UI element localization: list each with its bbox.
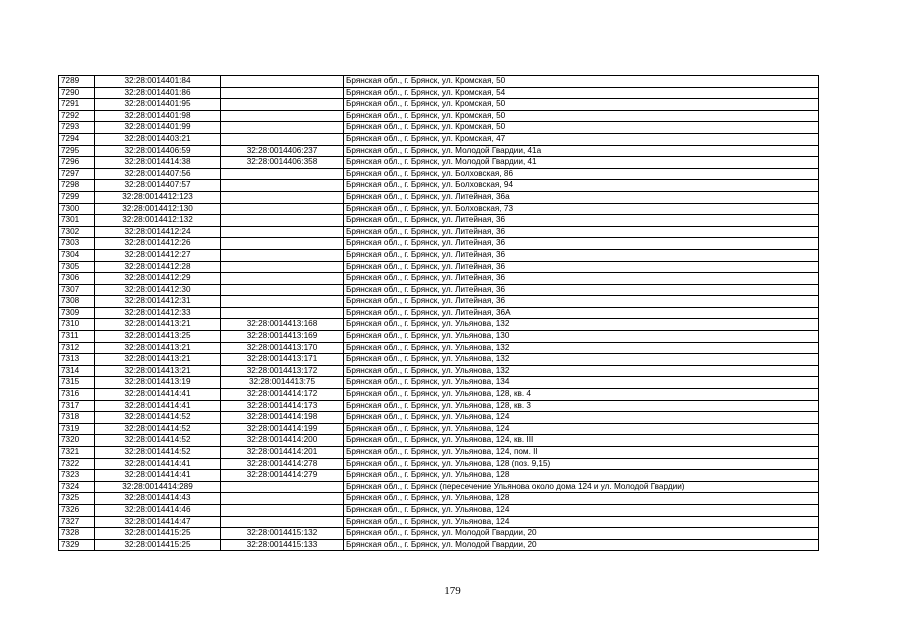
table-row xyxy=(59,203,819,215)
cadastral-number-cell: 32:28:0014413:21 xyxy=(95,342,221,354)
row-number-cell: 7325 xyxy=(59,493,95,505)
previous-number-cell: 32:28:0014406:358 xyxy=(221,157,344,169)
cadastral-number-cell: 32:28:0014414:41 xyxy=(95,458,221,470)
previous-number-cell: 32:28:0014414:278 xyxy=(221,458,344,470)
table-row xyxy=(59,226,819,238)
address-cell: Брянская обл., г. Брянск, ул. Кромская, 47 xyxy=(344,133,819,145)
table-row xyxy=(59,493,819,505)
cadastral-number-cell: 32:28:0014414:41 xyxy=(95,400,221,412)
cadastral-number-cell: 32:28:0014401:86 xyxy=(95,87,221,99)
address-cell: Брянская обл., г. Брянск, ул. Литейная, 36а xyxy=(344,191,819,203)
row-number-cell: 7301 xyxy=(59,215,95,227)
row-number-cell: 7322 xyxy=(59,458,95,470)
cadastral-number-cell: 32:28:0014412:24 xyxy=(95,226,221,238)
cadastral-number-cell: 32:28:0014406:59 xyxy=(95,145,221,157)
address-cell: Брянская обл., г. Брянск (пересечение Ульянова около дома 124 и ул. Молодой Гвардии) xyxy=(344,481,819,493)
previous-number-cell xyxy=(221,273,344,285)
table-row xyxy=(59,168,819,180)
table-row xyxy=(59,273,819,285)
table-row xyxy=(59,354,819,366)
cadastral-number-cell: 32:28:0014401:84 xyxy=(95,76,221,88)
row-number-cell: 7308 xyxy=(59,296,95,308)
address-cell: Брянская обл., г. Брянск, ул. Ульянова, 128, кв. 4 xyxy=(344,389,819,401)
address-cell: Брянская обл., г. Брянск, ул. Ульянова, 134 xyxy=(344,377,819,389)
previous-number-cell xyxy=(221,249,344,261)
table-row xyxy=(59,365,819,377)
row-number-cell: 7315 xyxy=(59,377,95,389)
address-cell: Брянская обл., г. Брянск, ул. Ульянова, 124 xyxy=(344,504,819,516)
row-number-cell: 7329 xyxy=(59,539,95,551)
cadastral-number-cell: 32:28:0014414:38 xyxy=(95,157,221,169)
row-number-cell: 7298 xyxy=(59,180,95,192)
previous-number-cell: 32:28:0014413:171 xyxy=(221,354,344,366)
cadastral-number-cell: 32:28:0014412:26 xyxy=(95,238,221,250)
table-row xyxy=(59,412,819,424)
previous-number-cell: 32:28:0014414:279 xyxy=(221,470,344,482)
table-row xyxy=(59,516,819,528)
address-cell: Брянская обл., г. Брянск, ул. Болховская, 86 xyxy=(344,168,819,180)
previous-number-cell xyxy=(221,238,344,250)
row-number-cell: 7303 xyxy=(59,238,95,250)
table-row xyxy=(59,481,819,493)
address-cell: Брянская обл., г. Брянск, ул. Ульянова, 132 xyxy=(344,354,819,366)
cadastral-number-cell: 32:28:0014414:289 xyxy=(95,481,221,493)
table-row xyxy=(59,180,819,192)
cadastral-number-cell: 32:28:0014412:31 xyxy=(95,296,221,308)
address-cell: Брянская обл., г. Брянск, ул. Болховская, 94 xyxy=(344,180,819,192)
previous-number-cell: 32:28:0014415:132 xyxy=(221,528,344,540)
address-cell: Брянская обл., г. Брянск, ул. Ульянова, 124, пом. II xyxy=(344,447,819,459)
previous-number-cell xyxy=(221,203,344,215)
table-row xyxy=(59,133,819,145)
cadastral-number-cell: 32:28:0014415:25 xyxy=(95,528,221,540)
cadastral-number-cell: 32:28:0014412:130 xyxy=(95,203,221,215)
address-cell: Брянская обл., г. Брянск, ул. Литейная, 36 xyxy=(344,273,819,285)
previous-number-cell xyxy=(221,307,344,319)
cadastral-number-cell: 32:28:0014407:56 xyxy=(95,168,221,180)
previous-number-cell xyxy=(221,504,344,516)
cadastral-number-cell: 32:28:0014414:52 xyxy=(95,412,221,424)
address-cell: Брянская обл., г. Брянск, ул. Литейная, 36 xyxy=(344,249,819,261)
cadastral-number-cell: 32:28:0014413:21 xyxy=(95,319,221,331)
address-cell: Брянская обл., г. Брянск, ул. Литейная, 36 xyxy=(344,296,819,308)
previous-number-cell: 32:28:0014414:199 xyxy=(221,423,344,435)
row-number-cell: 7311 xyxy=(59,331,95,343)
row-number-cell: 7319 xyxy=(59,423,95,435)
previous-number-cell xyxy=(221,122,344,134)
address-cell: Брянская обл., г. Брянск, ул. Ульянова, 128 (поз. 9,15) xyxy=(344,458,819,470)
row-number-cell: 7297 xyxy=(59,168,95,180)
row-number-cell: 7310 xyxy=(59,319,95,331)
table-row xyxy=(59,87,819,99)
previous-number-cell xyxy=(221,215,344,227)
address-cell: Брянская обл., г. Брянск, ул. Литейная, 36 xyxy=(344,261,819,273)
table-row xyxy=(59,249,819,261)
previous-number-cell xyxy=(221,99,344,111)
address-cell: Брянская обл., г. Брянск, ул. Ульянова, 132 xyxy=(344,319,819,331)
cadastral-number-cell: 32:28:0014412:123 xyxy=(95,191,221,203)
cadastral-number-cell: 32:28:0014414:43 xyxy=(95,493,221,505)
cadastral-number-cell: 32:28:0014414:47 xyxy=(95,516,221,528)
registry-table xyxy=(58,75,819,551)
address-cell: Брянская обл., г. Брянск, ул. Кромская, 54 xyxy=(344,87,819,99)
row-number-cell: 7327 xyxy=(59,516,95,528)
table-row xyxy=(59,447,819,459)
previous-number-cell xyxy=(221,226,344,238)
cadastral-number-cell: 32:28:0014412:132 xyxy=(95,215,221,227)
previous-number-cell: 32:28:0014406:237 xyxy=(221,145,344,157)
address-cell: Брянская обл., г. Брянск, ул. Молодой Гвардии, 41 xyxy=(344,157,819,169)
cadastral-number-cell: 32:28:0014414:52 xyxy=(95,423,221,435)
table-row xyxy=(59,145,819,157)
previous-number-cell: 32:28:0014415:133 xyxy=(221,539,344,551)
address-cell: Брянская обл., г. Брянск, ул. Кромская, 50 xyxy=(344,99,819,111)
cadastral-number-cell: 32:28:0014414:52 xyxy=(95,447,221,459)
table-row xyxy=(59,435,819,447)
table-row xyxy=(59,458,819,470)
row-number-cell: 7321 xyxy=(59,447,95,459)
table-row xyxy=(59,191,819,203)
previous-number-cell xyxy=(221,76,344,88)
address-cell: Брянская обл., г. Брянск, ул. Ульянова, 124 xyxy=(344,516,819,528)
row-number-cell: 7294 xyxy=(59,133,95,145)
previous-number-cell xyxy=(221,493,344,505)
table-row xyxy=(59,157,819,169)
previous-number-cell xyxy=(221,191,344,203)
previous-number-cell xyxy=(221,261,344,273)
cadastral-number-cell: 32:28:0014414:52 xyxy=(95,435,221,447)
previous-number-cell xyxy=(221,296,344,308)
row-number-cell: 7299 xyxy=(59,191,95,203)
row-number-cell: 7304 xyxy=(59,249,95,261)
row-number-cell: 7300 xyxy=(59,203,95,215)
address-cell: Брянская обл., г. Брянск, ул. Литейная, 36 xyxy=(344,284,819,296)
row-number-cell: 7296 xyxy=(59,157,95,169)
previous-number-cell: 32:28:0014414:200 xyxy=(221,435,344,447)
table-row xyxy=(59,284,819,296)
previous-number-cell: 32:28:0014414:173 xyxy=(221,400,344,412)
address-cell: Брянская обл., г. Брянск, ул. Ульянова, 124, кв. III xyxy=(344,435,819,447)
table-row xyxy=(59,296,819,308)
row-number-cell: 7306 xyxy=(59,273,95,285)
previous-number-cell xyxy=(221,133,344,145)
row-number-cell: 7312 xyxy=(59,342,95,354)
cadastral-number-cell: 32:28:0014414:41 xyxy=(95,389,221,401)
table-row xyxy=(59,528,819,540)
previous-number-cell: 32:28:0014413:170 xyxy=(221,342,344,354)
previous-number-cell xyxy=(221,87,344,99)
address-cell: Брянская обл., г. Брянск, ул. Литейная, 36 xyxy=(344,238,819,250)
row-number-cell: 7289 xyxy=(59,76,95,88)
cadastral-number-cell: 32:28:0014401:98 xyxy=(95,110,221,122)
cadastral-number-cell: 32:28:0014412:29 xyxy=(95,273,221,285)
row-number-cell: 7295 xyxy=(59,145,95,157)
previous-number-cell xyxy=(221,284,344,296)
address-cell: Брянская обл., г. Брянск, ул. Кромская, 50 xyxy=(344,122,819,134)
row-number-cell: 7317 xyxy=(59,400,95,412)
table-row xyxy=(59,110,819,122)
previous-number-cell xyxy=(221,481,344,493)
row-number-cell: 7290 xyxy=(59,87,95,99)
address-cell: Брянская обл., г. Брянск, ул. Литейная, 36 xyxy=(344,226,819,238)
address-cell: Брянская обл., г. Брянск, ул. Кромская, 50 xyxy=(344,110,819,122)
cadastral-number-cell: 32:28:0014412:28 xyxy=(95,261,221,273)
address-cell: Брянская обл., г. Брянск, ул. Ульянова, 124 xyxy=(344,412,819,424)
table-row xyxy=(59,389,819,401)
table-row xyxy=(59,423,819,435)
cadastral-number-cell: 32:28:0014415:25 xyxy=(95,539,221,551)
cadastral-number-cell: 32:28:0014414:41 xyxy=(95,470,221,482)
cadastral-number-cell: 32:28:0014412:30 xyxy=(95,284,221,296)
address-cell: Брянская обл., г. Брянск, ул. Ульянова, 128 xyxy=(344,493,819,505)
cadastral-number-cell: 32:28:0014413:25 xyxy=(95,331,221,343)
table-row xyxy=(59,76,819,88)
address-cell: Брянская обл., г. Брянск, ул. Ульянова, 130 xyxy=(344,331,819,343)
table-row xyxy=(59,470,819,482)
row-number-cell: 7293 xyxy=(59,122,95,134)
address-cell: Брянская обл., г. Брянск, ул. Ульянова, 124 xyxy=(344,423,819,435)
previous-number-cell: 32:28:0014414:198 xyxy=(221,412,344,424)
previous-number-cell: 32:28:0014413:169 xyxy=(221,331,344,343)
table-row xyxy=(59,99,819,111)
address-cell: Брянская обл., г. Брянск, ул. Болховская, 73 xyxy=(344,203,819,215)
row-number-cell: 7305 xyxy=(59,261,95,273)
previous-number-cell: 32:28:0014414:201 xyxy=(221,447,344,459)
previous-number-cell: 32:28:0014414:172 xyxy=(221,389,344,401)
address-cell: Брянская обл., г. Брянск, ул. Ульянова, 132 xyxy=(344,365,819,377)
table-row xyxy=(59,400,819,412)
row-number-cell: 7302 xyxy=(59,226,95,238)
table-row xyxy=(59,215,819,227)
table-row xyxy=(59,377,819,389)
address-cell: Брянская обл., г. Брянск, ул. Ульянова, 132 xyxy=(344,342,819,354)
cadastral-number-cell: 32:28:0014412:27 xyxy=(95,249,221,261)
cadastral-number-cell: 32:28:0014412:33 xyxy=(95,307,221,319)
row-number-cell: 7328 xyxy=(59,528,95,540)
cadastral-number-cell: 32:28:0014403:21 xyxy=(95,133,221,145)
row-number-cell: 7314 xyxy=(59,365,95,377)
row-number-cell: 7326 xyxy=(59,504,95,516)
previous-number-cell: 32:28:0014413:172 xyxy=(221,365,344,377)
previous-number-cell xyxy=(221,180,344,192)
row-number-cell: 7313 xyxy=(59,354,95,366)
address-cell: Брянская обл., г. Брянск, ул. Кромская, 50 xyxy=(344,76,819,88)
address-cell: Брянская обл., г. Брянск, ул. Молодой Гвардии, 20 xyxy=(344,528,819,540)
previous-number-cell xyxy=(221,110,344,122)
row-number-cell: 7320 xyxy=(59,435,95,447)
address-cell: Брянская обл., г. Брянск, ул. Ульянова, 128, кв. 3 xyxy=(344,400,819,412)
row-number-cell: 7292 xyxy=(59,110,95,122)
address-cell: Брянская обл., г. Брянск, ул. Молодой Гвардии, 20 xyxy=(344,539,819,551)
cadastral-number-cell: 32:28:0014401:99 xyxy=(95,122,221,134)
row-number-cell: 7291 xyxy=(59,99,95,111)
previous-number-cell xyxy=(221,516,344,528)
page-number: 179 xyxy=(444,585,461,597)
cadastral-number-cell: 32:28:0014413:19 xyxy=(95,377,221,389)
cadastral-number-cell: 32:28:0014407:57 xyxy=(95,180,221,192)
table-row xyxy=(59,261,819,273)
registry-table-body xyxy=(59,76,819,551)
table-row xyxy=(59,319,819,331)
previous-number-cell: 32:28:0014413:168 xyxy=(221,319,344,331)
row-number-cell: 7323 xyxy=(59,470,95,482)
table-row xyxy=(59,307,819,319)
table-row xyxy=(59,342,819,354)
previous-number-cell: 32:28:0014413:75 xyxy=(221,377,344,389)
cadastral-number-cell: 32:28:0014401:95 xyxy=(95,99,221,111)
address-cell: Брянская обл., г. Брянск, ул. Ульянова, 128 xyxy=(344,470,819,482)
table-row xyxy=(59,331,819,343)
address-cell: Брянская обл., г. Брянск, ул. Литейная, 36 xyxy=(344,215,819,227)
cadastral-number-cell: 32:28:0014414:46 xyxy=(95,504,221,516)
previous-number-cell xyxy=(221,168,344,180)
row-number-cell: 7316 xyxy=(59,389,95,401)
row-number-cell: 7318 xyxy=(59,412,95,424)
row-number-cell: 7307 xyxy=(59,284,95,296)
address-cell: Брянская обл., г. Брянск, ул. Молодой Гвардии, 41а xyxy=(344,145,819,157)
table-row xyxy=(59,539,819,551)
table-row xyxy=(59,238,819,250)
row-number-cell: 7324 xyxy=(59,481,95,493)
address-cell: Брянская обл., г. Брянск, ул. Литейная, 36А xyxy=(344,307,819,319)
row-number-cell: 7309 xyxy=(59,307,95,319)
cadastral-number-cell: 32:28:0014413:21 xyxy=(95,365,221,377)
table-row xyxy=(59,122,819,134)
cadastral-number-cell: 32:28:0014413:21 xyxy=(95,354,221,366)
table-row xyxy=(59,504,819,516)
